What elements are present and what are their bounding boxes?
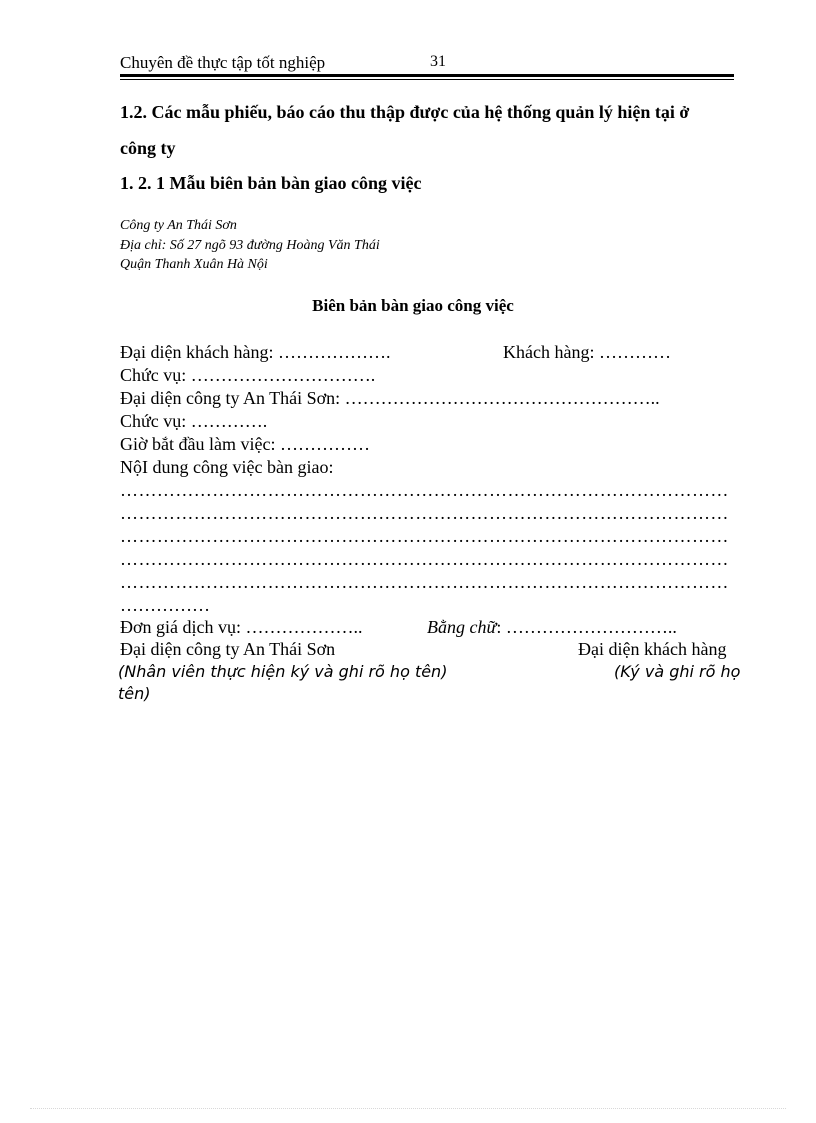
company-district: Quận Thanh Xuân Hà Nội: [120, 257, 268, 272]
document-header-title: Chuyên đề thực tập tốt nghiệp: [120, 53, 326, 72]
section-heading-line2: công ty: [120, 138, 176, 158]
page-bottom-border: [30, 1108, 786, 1109]
customer-signature-note-cont: tên): [118, 684, 151, 703]
in-words-label: Bằng chữ: [427, 617, 497, 637]
subsection-heading: 1. 2. 1 Mẫu biên bản bàn giao công việc: [120, 173, 422, 193]
customer-rep-signature-label: Đại diện khách hàng: [578, 639, 727, 659]
company-name: Công ty An Thái Sơn: [120, 218, 237, 233]
dot-line-5: ………………………………………………………………………………………: [120, 572, 729, 592]
content-label: NộI dung công việc bàn giao:: [120, 457, 334, 477]
page-number: 31: [430, 53, 446, 70]
header-rule-thick: [120, 74, 734, 77]
dot-line-1: ………………………………………………………………………………………: [120, 480, 729, 500]
unit-price-field: Đơn giá dịch vụ: ………………..: [120, 617, 363, 637]
position-field-2: Chức vụ: ………….: [120, 411, 268, 431]
employee-signature-note: (Nhân viên thực hiện ký và ghi rõ họ tên): [118, 662, 448, 681]
start-time-field: Giờ bắt đầu làm việc: ……………: [120, 434, 370, 454]
dot-line-4: ………………………………………………………………………………………: [120, 549, 729, 569]
dot-line-3: ………………………………………………………………………………………: [120, 526, 729, 546]
header-rule-thin: [120, 79, 734, 80]
customer-field: Khách hàng: …………: [503, 342, 671, 362]
dot-line-2: ………………………………………………………………………………………: [120, 503, 729, 523]
customer-signature-note: (Ký và ghi rõ họ: [614, 662, 741, 681]
in-words-field: Bằng chữ: ………………………..: [427, 617, 677, 637]
company-rep-field: Đại diện công ty An Thái Sơn: ……………………………………………..: [120, 388, 660, 408]
section-heading-line1: 1.2. Các mẫu phiếu, báo cáo thu thập được của hệ thống quản lý hiện tại ở: [120, 102, 690, 122]
company-address: Địa chỉ: Số 27 ngõ 93 đường Hoàng Văn Thái: [120, 238, 380, 253]
customer-rep-field: Đại diện khách hàng: ……………….: [120, 342, 391, 362]
form-title: Biên bản bàn giao công việc: [312, 296, 514, 315]
company-rep-signature-label: Đại diện công ty An Thái Sơn: [120, 639, 336, 659]
dot-line-short: ……………: [120, 595, 210, 615]
position-field-1: Chức vụ: ………………………….: [120, 365, 376, 385]
